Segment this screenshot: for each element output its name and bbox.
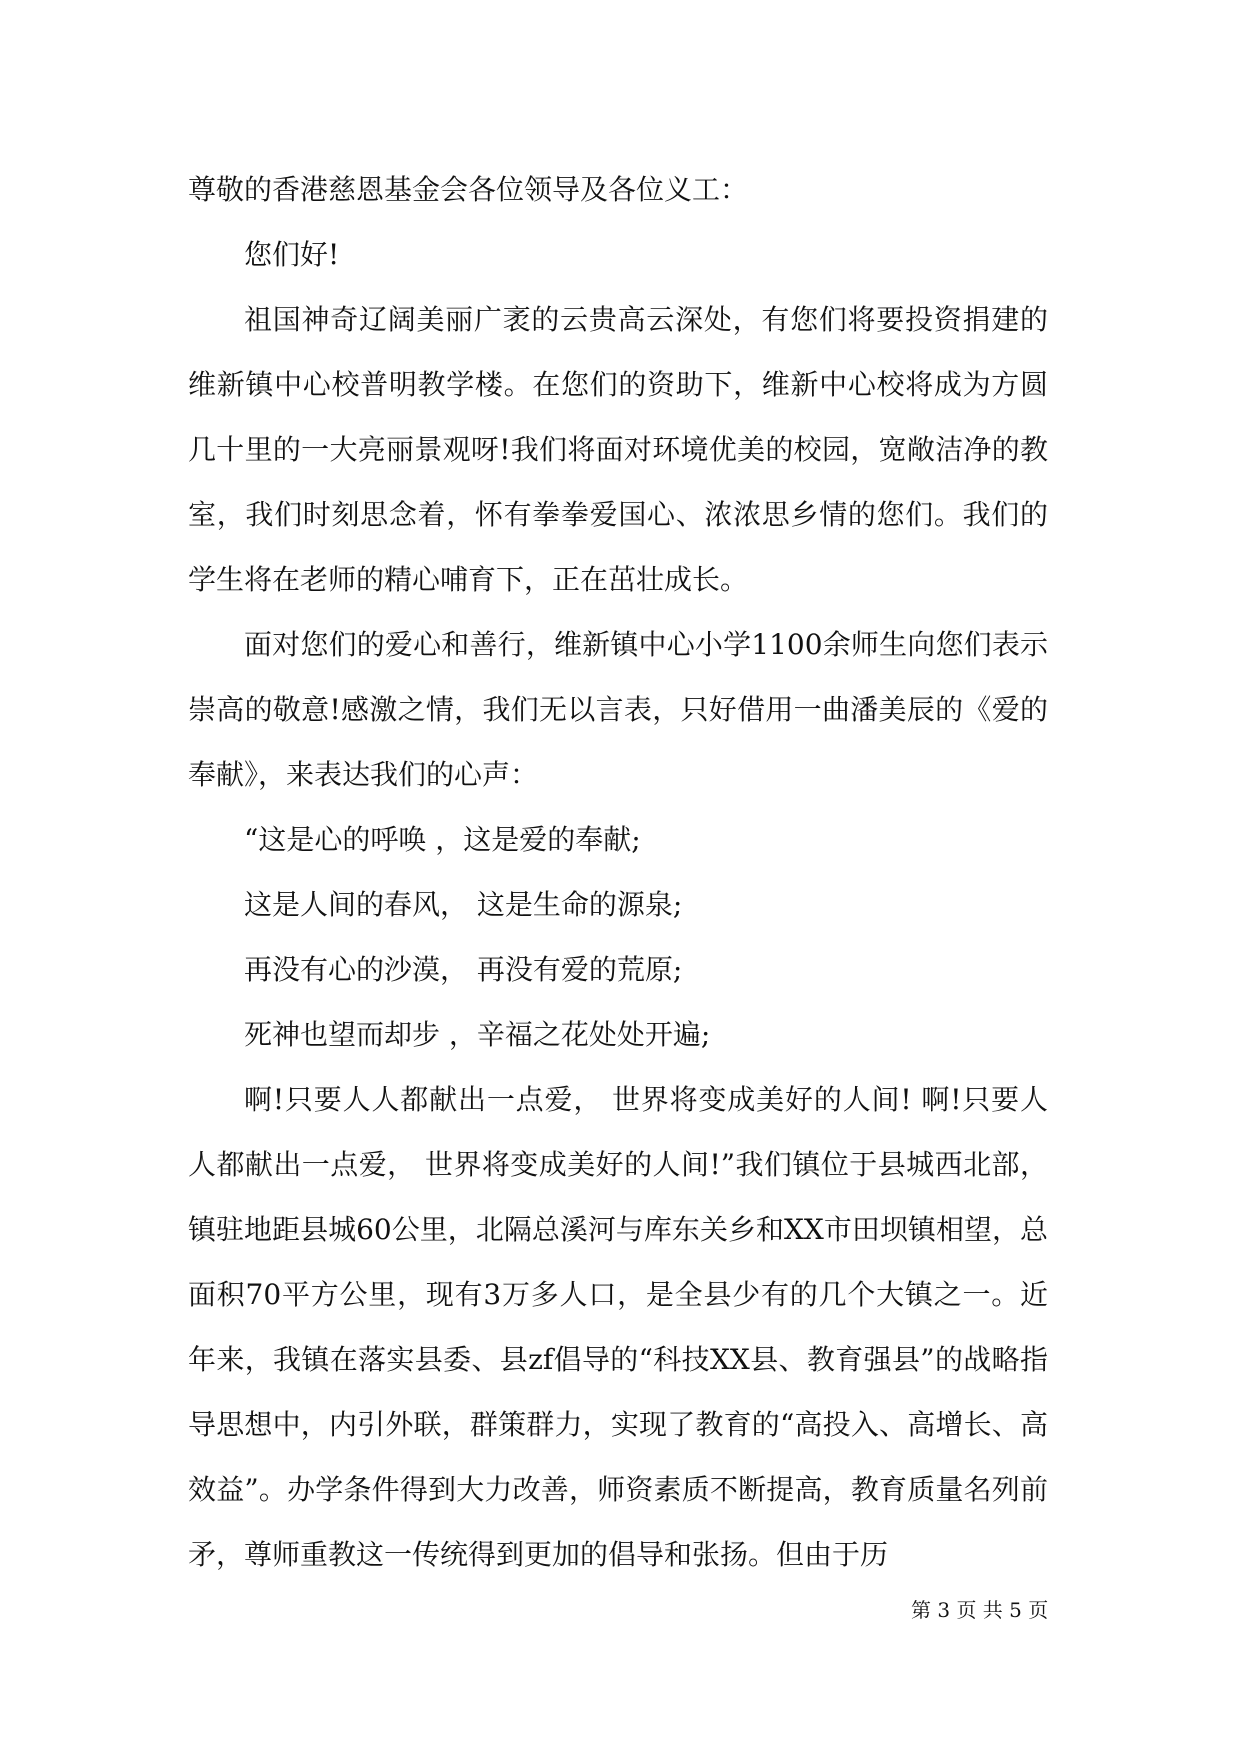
paragraph-2: 面对您们的爱心和善行，维新镇中心小学1100余师生向您们表示崇高的敬意!感激之情，我们无以言表，只好借用一曲潘美辰的《爱的奉献》，来表达我们的心声：	[188, 628, 1048, 791]
verse-line-3: 再没有心的沙漠， 再没有爱的荒原;	[244, 953, 683, 986]
letter-body	[188, 157, 1048, 1587]
salutation: 尊敬的香港慈恩基金会各位领导及各位义工：	[188, 173, 749, 206]
greeting: 您们好!	[244, 238, 340, 271]
page-number-footer: 第 3 页 共 5 页	[911, 1598, 1049, 1622]
verse-line-1: “这是心的呼唤 ，这是爱的奉献;	[244, 823, 641, 856]
paragraph-3: 啊!只要人人都献出一点爱， 世界将变成美好的人间! 啊!只要人人都献出一点爱， 世界将变成美好的人间!”我们镇位于县城西北部，镇驻地距县城60公里，北隔总溪河与库东关乡和XX市田坝镇相望，总面积70平方公里，现有3万多人口，是全县少有的几个大镇之一。近年来，我镇在落实县委、县zf倡导的“科技XX县、教育强县”的战略指导思想中，内引外联，群策群力，实现了教育的“高投入、高增长、高效益”。办学条件得到大力改善，师资素质不断提高，教育质量名列前矛，尊师重教这一传统得到更加的倡导和张扬。但由于历	[188, 1083, 1048, 1571]
paragraph-1: 祖国神奇辽阔美丽广袤的云贵高云深处，有您们将要投资捐建的维新镇中心校普明教学楼。在您们的资助下，维新中心校将成为方圆几十里的一大亮丽景观呀!我们将面对环境优美的校园，宽敞洁净的教室，我们时刻思念着，怀有拳拳爱国心、浓浓思乡情的您们。我们的学生将在老师的精心哺育下，正在茁壮成长。	[188, 303, 1048, 596]
verse-line-4: 死神也望而却步 ，辛福之花处处开遍;	[244, 1018, 711, 1051]
verse-line-2: 这是人间的春风， 这是生命的源泉;	[244, 888, 683, 921]
